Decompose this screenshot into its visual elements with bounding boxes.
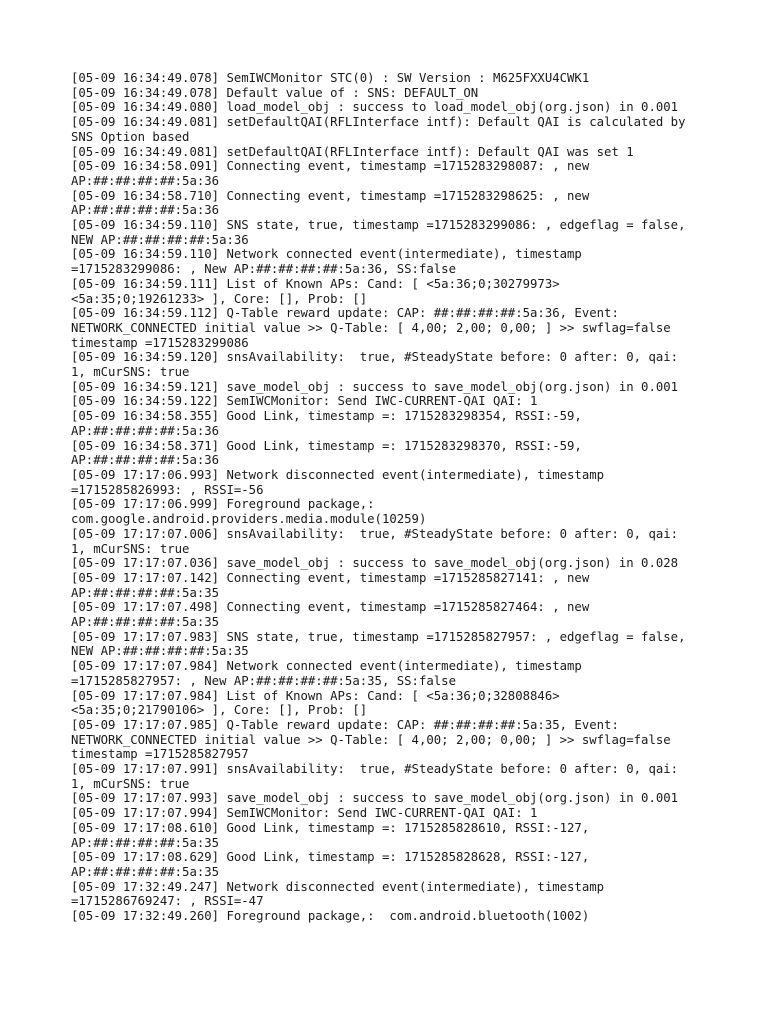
log-line: =1715283299086: , New AP:##:##:##:##:5a:36, SS:false <box>71 262 456 277</box>
log-line: <5a:35;0;19261233> ], Core: [], Prob: [] <box>71 291 368 306</box>
log-line: [05-09 17:17:08.629] Good Link, timestamp =: 1715285828628, RSSI:-127, <box>71 850 590 865</box>
log-line: com.google.android.providers.media.module(10259) <box>71 512 427 527</box>
log-line: AP:##:##:##:##:5a:36 <box>71 173 220 188</box>
log-body <box>71 71 711 924</box>
log-line: [05-09 17:32:49.260] Foreground package,: com.android.bluetooth(1002) <box>71 909 590 924</box>
log-line: [05-09 17:17:07.983] SNS state, true, timestamp =1715285827957: , edgeflag = false, <box>71 629 686 644</box>
log-line: [05-09 16:34:49.078] Default value of : SNS: DEFAULT_ON <box>71 85 479 100</box>
log-line: [05-09 17:17:07.984] Network connected event(intermediate), timestamp <box>71 659 582 674</box>
log-line: AP:##:##:##:##:5a:36 <box>71 203 220 218</box>
log-line: AP:##:##:##:##:5a:35 <box>71 615 220 630</box>
log-line: [05-09 17:17:07.985] Q-Table reward update: CAP: ##:##:##:##:5a:35, Event: <box>71 717 619 732</box>
log-line: [05-09 17:17:06.999] Foreground package,: <box>71 497 375 512</box>
log-line: NETWORK_CONNECTED initial value >> Q-Table: [ 4,00; 2,00; 0,00; ] >> swflag=false <box>71 732 671 747</box>
log-line: [05-09 17:32:49.247] Network disconnected event(intermediate), timestamp <box>71 879 605 894</box>
log-line: [05-09 16:34:58.710] Connecting event, timestamp =1715283298625: , new <box>71 188 590 203</box>
log-line: timestamp =1715285827957 <box>71 747 249 762</box>
log-line: =1715285827957: , New AP:##:##:##:##:5a:35, SS:false <box>71 673 456 688</box>
log-line: 1, mCurSNS: true <box>71 541 190 556</box>
log-line: [05-09 17:17:07.006] snsAvailability: true, #SteadyState before: 0 after: 0, qai: <box>71 526 679 541</box>
log-line: timestamp =1715283299086 <box>71 335 249 350</box>
log-line: [05-09 16:34:59.112] Q-Table reward update: CAP: ##:##:##:##:5a:36, Event: <box>71 306 619 321</box>
log-line: 1, mCurSNS: true <box>71 776 190 791</box>
log-line: [05-09 17:17:06.993] Network disconnected event(intermediate), timestamp <box>71 467 605 482</box>
log-line: <5a:35;0;21790106> ], Core: [], Prob: [] <box>71 703 368 718</box>
log-line: [05-09 16:34:59.110] Network connected event(intermediate), timestamp <box>71 247 582 262</box>
log-line: NEW AP:##:##:##:##:5a:35 <box>71 644 249 659</box>
log-line: [05-09 17:17:07.498] Connecting event, timestamp =1715285827464: , new <box>71 600 590 615</box>
log-line: AP:##:##:##:##:5a:36 <box>71 423 220 438</box>
log-line: [05-09 16:34:59.110] SNS state, true, timestamp =1715283299086: , edgeflag = false, <box>71 218 686 233</box>
log-line: [05-09 16:34:59.111] List of Known APs: Cand: [ <5a:36;0;30279973> <box>71 276 560 291</box>
log-line: =1715285826993: , RSSI=-56 <box>71 482 264 497</box>
log-line: AP:##:##:##:##:5a:36 <box>71 453 220 468</box>
log-line: [05-09 16:34:58.091] Connecting event, timestamp =1715283298087: , new <box>71 159 590 174</box>
log-line: 1, mCurSNS: true <box>71 365 190 380</box>
log-line: NETWORK_CONNECTED initial value >> Q-Table: [ 4,00; 2,00; 0,00; ] >> swflag=false <box>71 320 671 335</box>
log-line: [05-09 16:34:59.120] snsAvailability: true, #SteadyState before: 0 after: 0, qai: <box>71 350 679 365</box>
log-line: NEW AP:##:##:##:##:5a:36 <box>71 232 249 247</box>
log-line: AP:##:##:##:##:5a:35 <box>71 585 220 600</box>
log-line: [05-09 16:34:49.080] load_model_obj : success to load_model_obj(org.json) in 0.001 <box>71 100 679 115</box>
log-line: =1715286769247: , RSSI=-47 <box>71 894 264 909</box>
log-line: [05-09 17:17:07.036] save_model_obj : success to save_model_obj(org.json) in 0.028 <box>71 556 679 571</box>
log-line: AP:##:##:##:##:5a:35 <box>71 835 220 850</box>
log-line: [05-09 17:17:07.993] save_model_obj : success to save_model_obj(org.json) in 0.001 <box>71 791 679 806</box>
log-line: [05-09 17:17:07.984] List of Known APs: Cand: [ <5a:36;0;32808846> <box>71 688 560 703</box>
log-line: [05-09 16:34:59.121] save_model_obj : success to save_model_obj(org.json) in 0.001 <box>71 379 679 394</box>
log-line: [05-09 16:34:58.371] Good Link, timestamp =: 1715283298370, RSSI:-59, <box>71 438 582 453</box>
log-line: SNS Option based <box>71 129 190 144</box>
log-line: [05-09 16:34:58.355] Good Link, timestamp =: 1715283298354, RSSI:-59, <box>71 409 582 424</box>
log-line: [05-09 17:17:07.142] Connecting event, timestamp =1715285827141: , new <box>71 570 590 585</box>
log-line: [05-09 16:34:49.081] setDefaultQAI(RFLInterface intf): Default QAI is calculated by <box>71 115 686 130</box>
log-document <box>71 71 711 924</box>
log-line: [05-09 16:34:59.122] SemIWCMonitor: Send IWC-CURRENT-QAI QAI: 1 <box>71 394 538 409</box>
log-line: [05-09 17:17:07.991] snsAvailability: true, #SteadyState before: 0 after: 0, qai: <box>71 762 679 777</box>
log-line: [05-09 17:17:07.994] SemIWCMonitor: Send IWC-CURRENT-QAI QAI: 1 <box>71 806 538 821</box>
log-line: AP:##:##:##:##:5a:35 <box>71 864 220 879</box>
log-line: [05-09 16:34:49.078] SemIWCMonitor STC(0) : SW Version : M625FXXU4CWK1 <box>71 71 590 85</box>
log-line: [05-09 16:34:49.081] setDefaultQAI(RFLInterface intf): Default QAI was set 1 <box>71 144 634 159</box>
log-line: [05-09 17:17:08.610] Good Link, timestamp =: 1715285828610, RSSI:-127, <box>71 820 590 835</box>
